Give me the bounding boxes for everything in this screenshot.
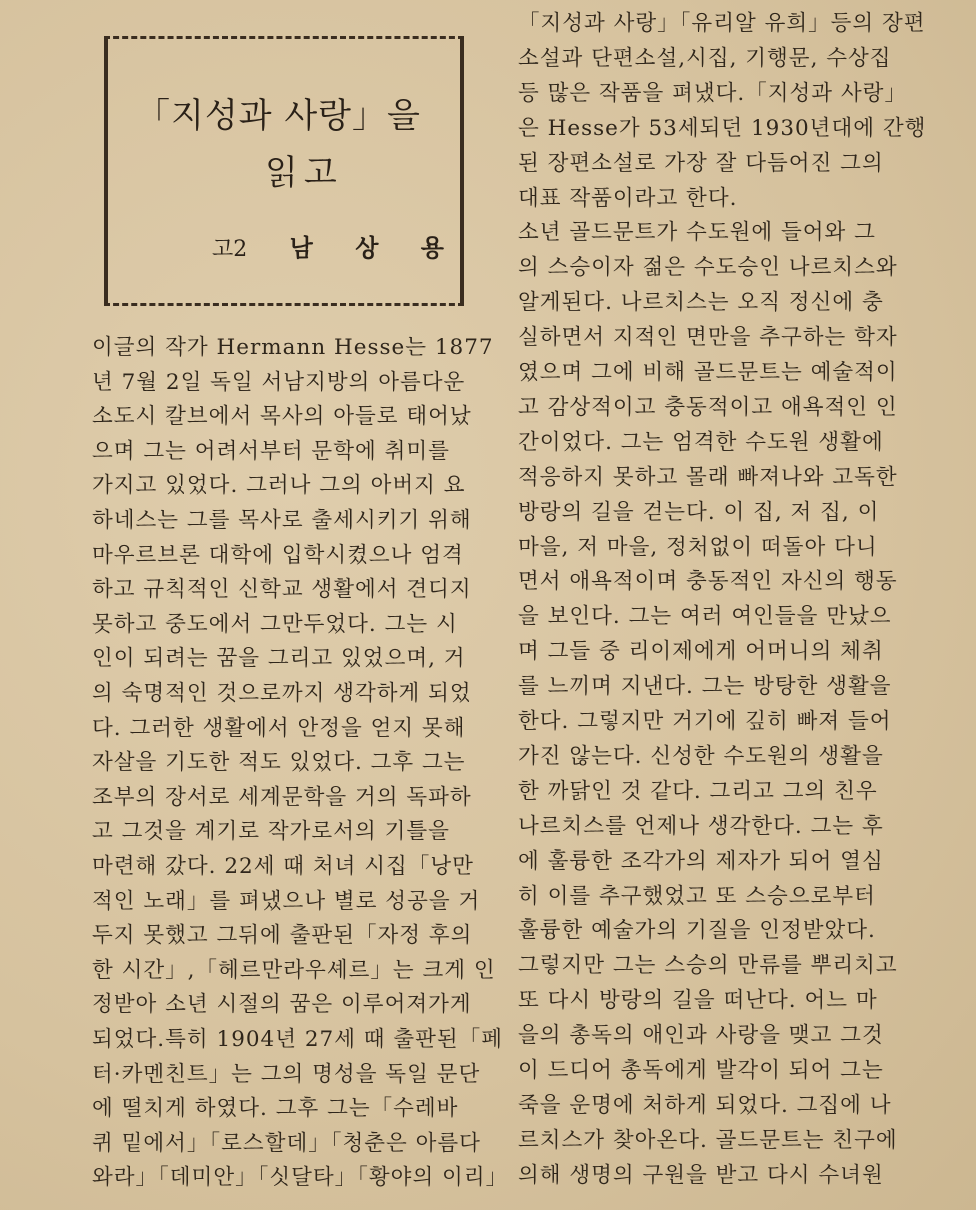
text-line: 을의 총독의 애인과 사랑을 맺고 그것: [518, 1023, 884, 1049]
text-line: 못하고 중도에서 그만두었다. 그는 시: [92, 611, 458, 637]
text-line: 은 Hesse가 53세되던 1930년대에 간행: [518, 115, 927, 141]
text-line: 알게된다. 나르치스는 오직 정신에 충: [518, 290, 884, 316]
text-line: 가지고 있었다. 그러나 그의 아버지 요: [92, 473, 466, 499]
author-name-char: 남: [289, 233, 313, 262]
text-line: 한 까닭인 것 같다. 그리고 그의 친우: [518, 778, 878, 804]
byline: [212, 228, 444, 263]
text-line: 으며 그는 어려서부터 문학에 취미를: [92, 438, 450, 464]
text-line: 히 이를 추구했었고 또 스승으로부터: [518, 883, 876, 909]
text-line: 하네스는 그를 목사로 출세시키기 위해: [92, 508, 472, 533]
text-line: 이 드디어 총독에게 발각이 되어 그는: [518, 1058, 884, 1083]
text-line: 방랑의 길을 걷는다. 이 집, 저 집, 이: [518, 499, 880, 525]
text-line: 였으며 그에 비해 골드문트는 예술적이: [518, 360, 898, 385]
text-line: 에 떨치게 하였다. 그후 그는「수레바: [92, 1096, 459, 1122]
author-grade: 고2: [212, 237, 248, 262]
text-line: 와라」「데미안」「싯달타」「황야의 이리」: [92, 1165, 509, 1191]
text-line: 한 시간」,「헤르만라우셰르」는 크게 인: [92, 957, 496, 983]
text-line: 다. 그러한 생활에서 안정을 얻지 못해: [92, 715, 466, 741]
text-line: 르치스가 찾아온다. 골드문트는 친구에: [518, 1127, 898, 1153]
text-line: 에 훌륭한 조각가의 제자가 되어 열심: [518, 848, 884, 874]
text-line: 되었다.특히 1904년 27세 때 출판된「페: [92, 1027, 503, 1052]
text-line: 터·카멘친트」는 그의 명성을 독일 문단: [92, 1061, 481, 1087]
text-line: 의 숙명적인 것으로까지 생각하게 되었: [92, 681, 472, 706]
text-line: 퀴 밑에서」「로스할데」「청춘은 아름다: [92, 1130, 481, 1156]
text-line: 적인 노래」를 펴냈으나 별로 성공을 거: [92, 888, 481, 914]
text-line: 를 느끼며 지낸다. 그는 방탕한 생활을: [518, 674, 892, 700]
text-line: 정받아 소년 시절의 꿈은 이루어져가게: [92, 992, 472, 1018]
text-line: 며 그들 중 리이제에게 어머니의 체취: [518, 639, 884, 665]
text-line: 두지 못했고 그뒤에 출판된「자정 후의: [92, 923, 473, 949]
text-line: 고 감상적이고 충동적이고 애욕적인 인: [518, 394, 898, 420]
text-line: 죽을 운명에 처하게 되었다. 그집에 나: [518, 1092, 892, 1118]
text-line: 가진 않는다. 신성한 수도원의 생활을: [518, 743, 884, 769]
text-line: 실하면서 지적인 면만을 추구하는 학자: [518, 325, 898, 351]
text-line: 마련해 갔다. 22세 때 처녀 시집「낭만: [92, 854, 474, 879]
text-line: 하고 규칙적인 신학교 생활에서 견디지: [92, 577, 472, 603]
text-line: 소년 골드문트가 수도원에 들어와 그: [518, 220, 876, 246]
text-line: 한다. 그렇지만 거기에 깊히 빠져 들어: [518, 709, 892, 734]
text-line: 년 7월 2일 독일 서남지방의 아름다운: [92, 369, 466, 395]
article-title: 「지성과 사랑」을: [136, 96, 421, 136]
text-line: 그렇지만 그는 스승의 만류를 뿌리치고: [518, 953, 898, 979]
text-line: 의 스승이자 젊은 수도승인 나르치스와: [518, 255, 898, 281]
text-line: 간이었다. 그는 엄격한 수도원 생활에: [518, 429, 884, 455]
author-name-char: 용: [420, 233, 444, 262]
text-line: 등 많은 작품을 펴냈다.「지성과 사랑」: [518, 80, 907, 106]
text-line: 의해 생명의 구원을 받고 다시 수녀원: [518, 1162, 884, 1188]
text-line: 고 그것을 계기로 작가로서의 기틀을: [92, 819, 450, 845]
text-line: 인이 되려는 꿈을 그리고 있었으며, 거: [92, 646, 466, 672]
text-line: 이글의 작가 Hermann Hesse는 1877: [92, 335, 494, 360]
text-line: 훌륭한 예술가의 기질을 인정받았다.: [518, 918, 876, 944]
text-line: 적응하지 못하고 몰래 빠져나와 고독한: [518, 464, 898, 490]
text-line: 소설과 단편소설,시집, 기행문, 수상집: [518, 45, 892, 71]
text-line: 또 다시 방랑의 길을 떠난다. 어느 마: [518, 988, 878, 1014]
text-line: 소도시 칼브에서 목사의 아들로 태어났: [92, 404, 472, 430]
text-line: 나르치스를 언제나 생각한다. 그는 후: [518, 813, 884, 839]
text-line: 마우르브론 대학에 입학시켰으나 엄격: [92, 542, 464, 568]
text-line: 「지성과 사랑」「유리알 유희」등의 장편: [518, 11, 926, 36]
text-line: 자살을 기도한 적도 있었다. 그후 그는: [92, 750, 466, 776]
text-line: 면서 애욕적이며 충동적인 자신의 행동: [518, 569, 898, 595]
author-name-char: 상: [355, 233, 379, 262]
text-line: 된 장편소설로 가장 잘 다듬어진 그의: [518, 150, 884, 176]
text-line: 을 보인다. 그는 여러 여인들을 만났으: [518, 604, 892, 630]
article-title-continued: 읽고: [265, 153, 343, 193]
text-line: 대표 작품이라고 한다.: [518, 185, 738, 211]
text-line: 마을, 저 마을, 정처없이 떠돌아 다니: [518, 534, 878, 560]
text-line: 조부의 장서로 세계문학을 거의 독파하: [92, 784, 472, 810]
